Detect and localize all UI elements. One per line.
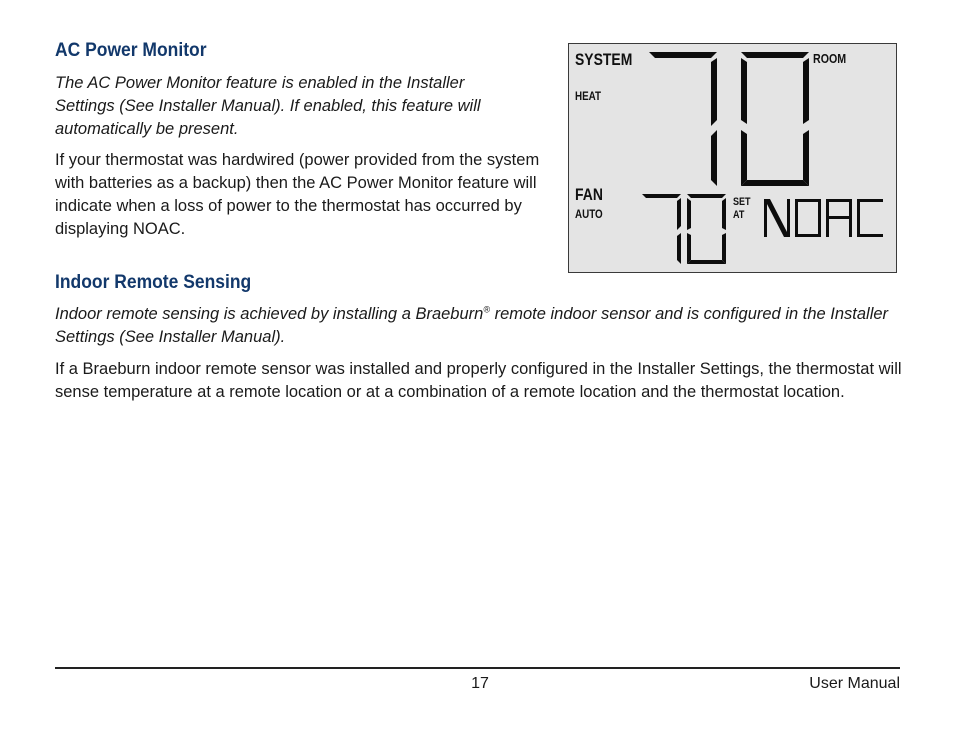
ac-power-description: If your thermostat was hardwired (power provided from the system with batteries as a backup) then the AC Power Monitor feature will indicate when a loss of power to the thermostat has occurred by displaying NOAC. bbox=[55, 151, 540, 238]
section-title-indoor-remote-sensing: Indoor Remote Sensing bbox=[55, 272, 252, 293]
room-temp-digit-0 bbox=[741, 52, 809, 186]
room-temp-digit-7 bbox=[649, 52, 717, 186]
lcd-at-label: AT bbox=[733, 209, 745, 221]
remote-sensing-note-part2: remote indoor sensor and is configured in the Installer Settings (See Installer Manual). bbox=[55, 305, 889, 346]
set-temp-digit-7 bbox=[642, 194, 681, 264]
lcd-set-at-label bbox=[733, 196, 751, 222]
set-temp-digit-0 bbox=[687, 194, 726, 264]
lcd-set-label: SET bbox=[733, 196, 751, 208]
lcd-system-label: SYSTEM bbox=[575, 50, 633, 69]
lcd-room-label: ROOM bbox=[813, 51, 847, 66]
footer-manual-title: User Manual bbox=[809, 675, 900, 692]
lcd-fan-label: FAN bbox=[575, 185, 603, 204]
lcd-mode-heat: HEAT bbox=[575, 89, 602, 103]
remote-sensing-note-part1: Indoor remote sensing is achieved by installing a Braeburn bbox=[55, 305, 484, 323]
ac-power-note: The AC Power Monitor feature is enabled in the Installer Settings (See Installer Manual). If enabled, this feature will automatically be present. bbox=[55, 74, 481, 138]
registered-mark: ® bbox=[483, 304, 490, 315]
remote-sensing-note bbox=[55, 303, 900, 349]
section-title-ac-power-monitor: AC Power Monitor bbox=[55, 40, 207, 61]
thermostat-lcd-display bbox=[568, 43, 897, 273]
lcd-fan-mode-auto: AUTO bbox=[575, 207, 603, 221]
lcd-segment-digits bbox=[569, 44, 898, 274]
remote-sensing-description: If a Braeburn indoor remote sensor was installed and properly configured in the Installer Settings, the thermostat will sense temperature at a remote location or at a combination of a remote location and the thermostat location. bbox=[55, 360, 902, 401]
page-number: 17 bbox=[471, 675, 489, 692]
noac-message bbox=[764, 199, 883, 237]
footer-divider bbox=[55, 667, 900, 669]
